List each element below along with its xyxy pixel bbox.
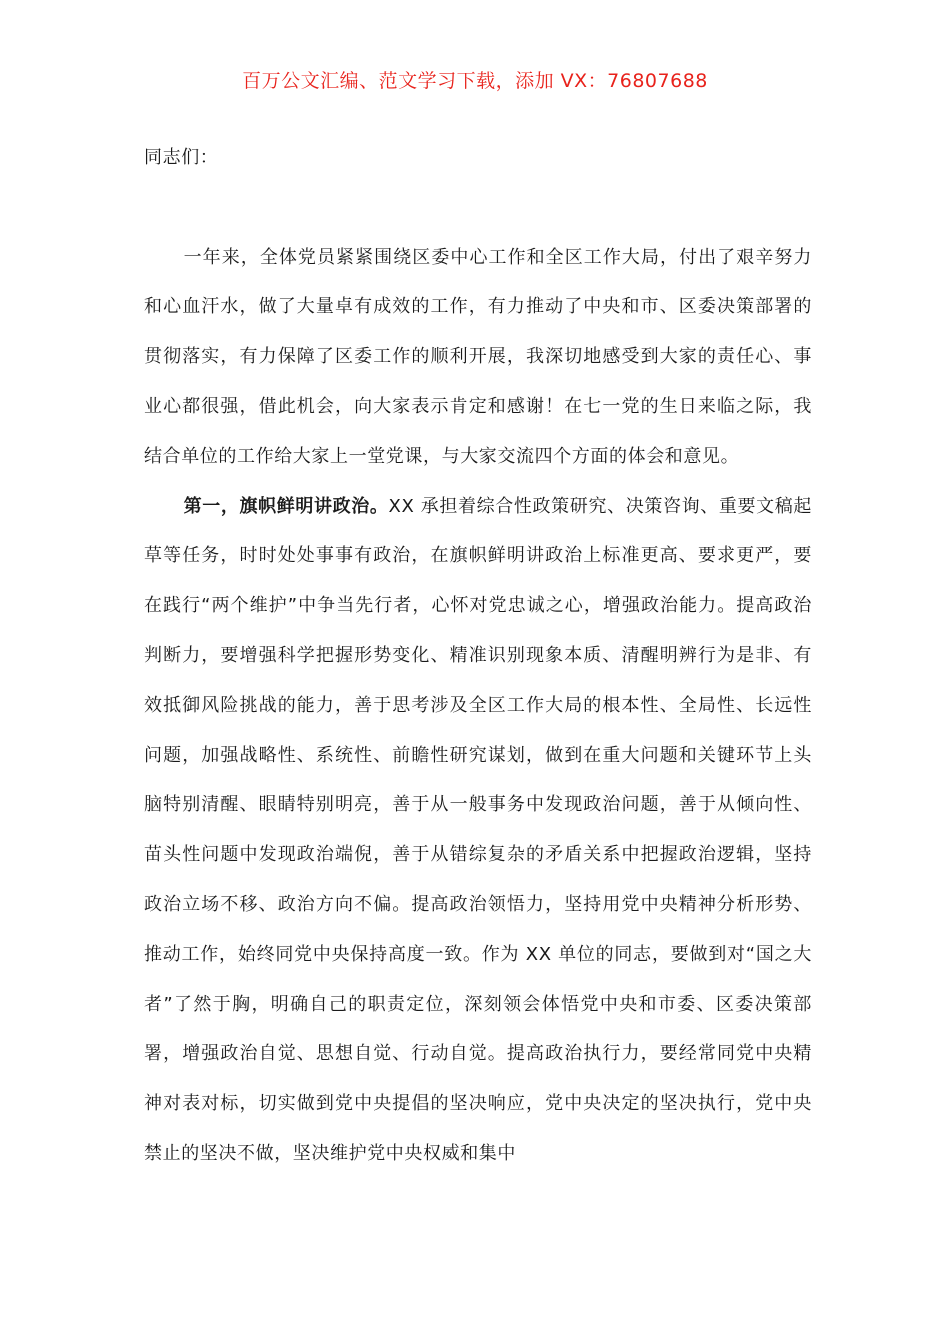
salutation: 同志们：: [144, 147, 219, 168]
paragraph-intro: 一年来，全体党员紧紧围绕区委中心工作和全区工作大局，付出了艰辛努力和心血汗水，做了大量卓有成效的工作，有力推动了中央和市、区委决策部署的贯彻落实，有力保障了区委工作的顺利开展，我深切地感受到大家的责任心、事业心都很强，借此机会，向大家表示肯定和感谢！在七一党的生日来临之际，我结合单位的工作给大家上一堂党课，与大家交流四个方面的体会和意见。: [144, 246, 812, 467]
paragraph-politics: [144, 482, 812, 1179]
paragraph-politics-heading: 第一，旗帜鲜明讲政治。: [183, 495, 389, 517]
header-banner: 百万公文汇编、范文学习下载，添加 VX：76807688: [242, 70, 708, 92]
paragraph-politics-body: XX 承担着综合性政策研究、决策咨询、重要文稿起草等任务，时时处处事事有政治，在旗帜鲜明讲政治上标准更高、要求更严，要在践行“两个维护”中争当先行者，心怀对党忠诚之心，增强政治能力。提高政治判断力，要增强科学把握形势变化、精准识别现象本质、清醒明辨行为是非、有效抵御风险挑战的能力，善于思考涉及全区工作大局的根本性、全局性、长远性问题，加强战略性、系统性、前瞻性研究谋划，做到在重大问题和关键环节上头脑特别清醒、眼睛特别明亮，善于从一般事务中发现政治问题，善于从倾向性、苗头性问题中发现政治端倪，善于从错综复杂的矛盾关系中把握政治逻辑，坚持政治立场不移、政治方向不偏。提高政治领悟力，坚持用党中央精神分析形势、推动工作，始终同党中央保持高度一致。作为 XX 单位的同志，要做到对“国之大者”了然于胸，明确自己的职责定位，深刻领会体悟党中央和市委、区委决策部署，增强政治自觉、思想自觉、行动自觉。提高政治执行力，要经常同党中央精神对表对标，切实做到党中央提倡的坚决响应，党中央决定的坚决执行，党中央禁止的坚决不做，坚决维护党中央权威和集中: [144, 495, 812, 1164]
document-body: [144, 133, 812, 1179]
